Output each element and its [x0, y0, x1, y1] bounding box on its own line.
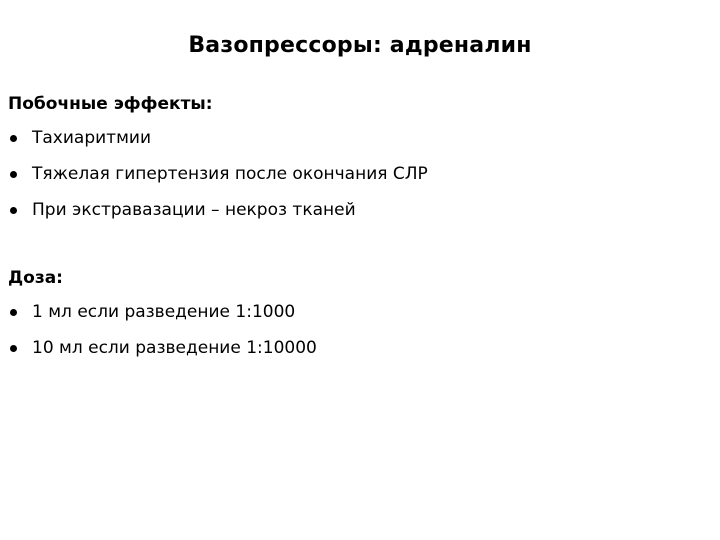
- slide-title: Вазопрессоры: адреналин: [188, 33, 532, 58]
- bullet-icon: [10, 135, 17, 142]
- list-item-text: Тяжелая гипертензия после окончания СЛР: [32, 164, 428, 184]
- list-item: [8, 156, 708, 192]
- dose-list: [8, 294, 708, 366]
- side-effects-list: [8, 120, 708, 228]
- list-item: [8, 294, 708, 330]
- list-item-text: 10 мл если разведение 1:10000: [32, 338, 317, 358]
- list-item: [8, 120, 708, 156]
- slide-content: [8, 88, 708, 366]
- dose-heading: Доза:: [8, 268, 63, 288]
- section-spacer: [8, 228, 708, 262]
- bullet-icon: [10, 309, 17, 316]
- list-item: [8, 192, 708, 228]
- list-item: [8, 330, 708, 366]
- bullet-icon: [10, 171, 17, 178]
- side-effects-heading: Побочные эффекты:: [8, 94, 213, 114]
- list-item-text: 1 мл если разведение 1:1000: [32, 302, 296, 322]
- list-item-text: Тахиаритмии: [32, 128, 151, 148]
- bullet-icon: [10, 207, 17, 214]
- list-item-text: При экстравазации – некроз тканей: [32, 200, 356, 220]
- bullet-icon: [10, 345, 17, 352]
